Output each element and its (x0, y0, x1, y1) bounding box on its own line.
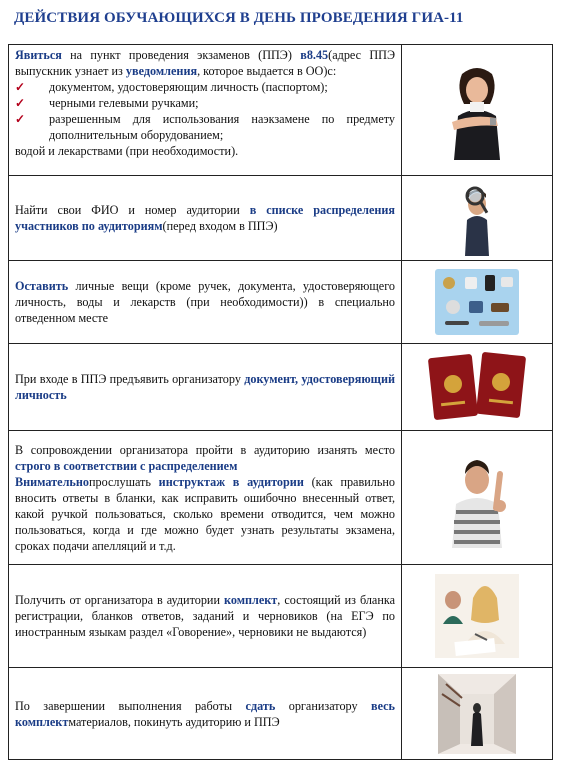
students-in-class-photo (435, 574, 519, 658)
row-paragraph (15, 47, 395, 79)
emphasis-text: Внимательно (15, 474, 89, 489)
body-text: (адрес ППЭ выпускник узнает из (15, 48, 395, 78)
table-row (8, 431, 553, 565)
body-text: , состоящий из бланка регистрации, бланков ответов, заданий и черновиков (на ЕГЭ по иностранным языкам раздел «Говорение», черновики не выдаются) (15, 593, 395, 639)
page-title: ДЕЙСТВИЯ ОБУЧАЮЩИХСЯ В ДЕНЬ ПРОВЕДЕНИЯ ГИА-11 (14, 10, 464, 26)
personal-items-photo (435, 269, 519, 335)
body-text: прослушать (88, 474, 159, 489)
emphasis-text: уведомления (125, 64, 198, 78)
checklist-text: разрешенным для использования наэкзамене по предмету дополнительным оборудованием; (49, 112, 395, 142)
table-row (8, 344, 553, 431)
table-row (8, 176, 553, 261)
table-row (8, 44, 553, 176)
body-text: Получить от организатора в аудитории (15, 593, 224, 607)
emphasis-text: инструктаж в аудитории (158, 474, 304, 489)
row-paragraph (15, 278, 395, 326)
row-illustration (402, 431, 552, 564)
emphasis-text: сдать (245, 698, 276, 713)
emphasis-text: в списке распределения участников по аудиториям (15, 203, 395, 233)
body-text: личные вещи (кроме ручек, документа, удостоверяющего личность, воды и лекарств (при необходимости)) в специально отведенном месте (15, 279, 395, 325)
row-text (9, 176, 402, 260)
row-text (9, 344, 402, 430)
checkmark-icon: ✓ (15, 112, 26, 126)
body-text: В сопровождении организатора пройти в аудиторию изанять место (15, 442, 395, 457)
body-text: организатору (275, 698, 371, 713)
checkmark-icon: ✓ (15, 96, 26, 110)
row-text (9, 565, 402, 667)
body-text: (перед входом в ППЭ) (162, 219, 278, 233)
woman-checking-watch-photo (432, 60, 522, 160)
checklist-item (15, 79, 395, 95)
body-text: При входе в ППЭ предъявить организатору (15, 372, 245, 386)
emphasis-text: в8.45 (300, 48, 329, 62)
row-paragraph (15, 202, 395, 234)
emphasis-text: документ, удостоверяющий личность (15, 372, 395, 402)
emphasis-text: комплект (223, 593, 278, 607)
man-pointing-finger-photo (442, 448, 512, 548)
checklist-item (15, 95, 395, 111)
row-paragraph (15, 592, 395, 640)
row-text (9, 261, 402, 343)
checklist-text: документом, удостоверяющим личность (паспортом); (49, 80, 328, 94)
checkmark-icon: ✓ (15, 80, 26, 94)
emphasis-text: строго в соответствии с распределением (15, 458, 238, 473)
body-text: Найти свои ФИО и номер аудитории (15, 203, 250, 217)
row-illustration (402, 668, 552, 759)
person-leaving-corridor-photo (438, 674, 516, 754)
row-illustration (402, 344, 552, 430)
checklist-text: черными гелевыми ручками; (49, 96, 199, 110)
row-paragraph (15, 698, 395, 730)
table-row (8, 565, 553, 668)
row-tail-text: водой и лекарствами (при необходимости). (15, 144, 239, 158)
row-text (9, 668, 402, 759)
actions-table (8, 44, 553, 760)
emphasis-text: весь комплект (15, 698, 395, 729)
table-row (8, 261, 553, 344)
body-text: (как правильно вносить ответы в бланки, как исправить ошибочно внесенный ответ, какой ручкой пользоваться, сколько времени отводится, чем можно пользоваться, когда и где можно будет узнать результаты экзамена, сроках подачи апелляций и т.д. (15, 474, 395, 553)
body-text: материалов, покинуть аудиторию и ППЭ (68, 714, 280, 729)
row-paragraph (15, 371, 395, 403)
row-illustration (402, 176, 552, 260)
man-with-magnifier-photo (447, 180, 507, 256)
body-text: на пункт проведения экзаменов (ППЭ) (61, 48, 301, 62)
body-text: По завершении выполнения работы (15, 698, 246, 713)
emphasis-text: Явиться (15, 48, 62, 62)
row-illustration (402, 565, 552, 667)
emphasis-text: Оставить (15, 279, 69, 293)
row-illustration (402, 45, 552, 175)
row-illustration (402, 261, 552, 343)
row-paragraph (15, 442, 395, 554)
row-text (9, 431, 402, 564)
row-text (9, 45, 402, 175)
body-text: , которое выдается в ОО)с: (197, 64, 337, 78)
checklist-item (15, 111, 395, 143)
table-row (8, 668, 553, 760)
passports-photo (427, 350, 527, 424)
